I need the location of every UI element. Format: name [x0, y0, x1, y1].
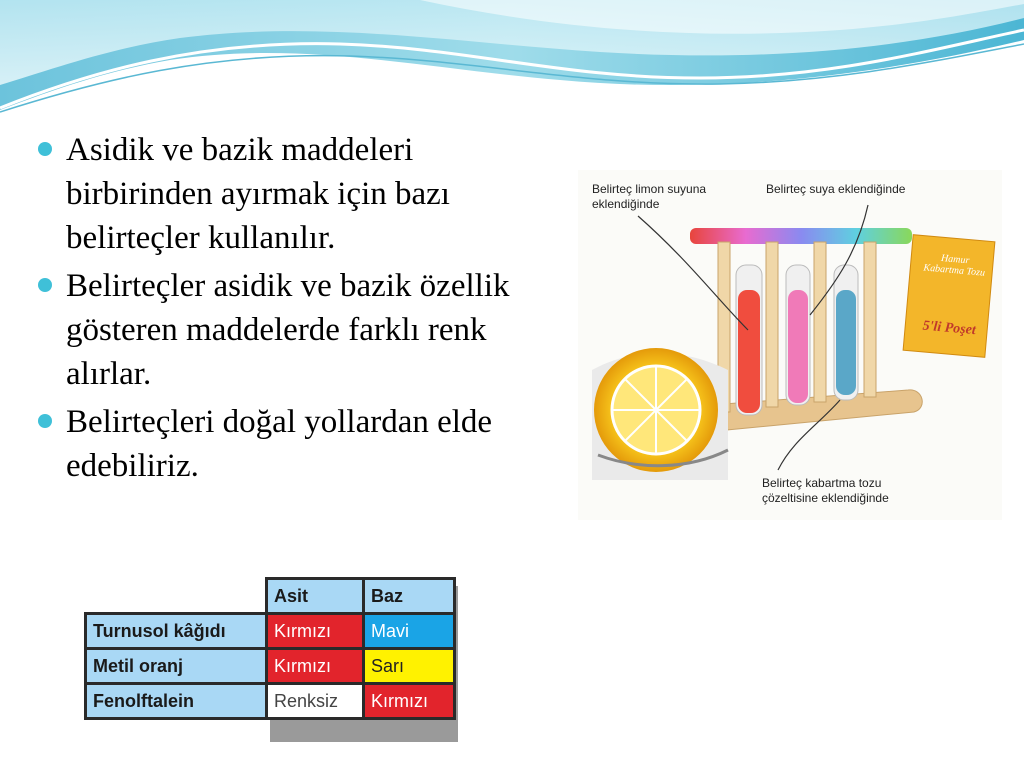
table-row — [86, 684, 455, 719]
test-tube-illustration — [578, 170, 1002, 520]
bullet-icon — [38, 278, 52, 292]
baking-powder-packet: Hamur Kabartma Tozu 5'li Poşet — [921, 252, 986, 339]
table-row — [86, 614, 455, 649]
acid-color-cell: Kırmızı — [267, 614, 364, 649]
header-wave-decoration — [0, 0, 1024, 130]
indicator-table-wrapper — [84, 577, 464, 742]
acid-color-cell: Kırmızı — [267, 649, 364, 684]
row-label: Metil oranj — [86, 649, 267, 684]
header-acid: Asit — [267, 579, 364, 614]
row-label: Fenolftalein — [86, 684, 267, 719]
table-corner-cell — [86, 579, 267, 614]
base-color-cell: Mavi — [364, 614, 455, 649]
row-label: Turnusol kâğıdı — [86, 614, 267, 649]
table-row — [86, 649, 455, 684]
indicator-color-table — [84, 577, 456, 720]
label-baking-powder: Belirteç kabartma tozu çözeltisine eklendiğinde — [762, 476, 889, 505]
header-base: Baz — [364, 579, 455, 614]
bullet-icon — [38, 414, 52, 428]
bullet-list — [36, 128, 536, 492]
label-lemon-juice: Belirteç limon suyuna eklendiğinde — [592, 182, 707, 211]
base-color-cell: Sarı — [364, 649, 455, 684]
bullet-icon — [38, 142, 52, 156]
acid-color-cell: Renksiz — [267, 684, 364, 719]
table-header-row — [86, 579, 455, 614]
bullet-item: Asidik ve bazik maddeleri birbirinden ayırmak için bazı belirteçler kullanılır. — [36, 128, 536, 260]
bullet-item: Belirteçleri doğal yollardan elde edebiliriz. — [36, 400, 536, 488]
bullet-item: Belirteçler asidik ve bazik özellik gösteren maddelerde farklı renk alırlar. — [36, 264, 536, 396]
label-water: Belirteç suya eklendiğinde — [766, 182, 906, 196]
indicator-test-tube-figure — [578, 170, 1002, 520]
base-color-cell: Kırmızı — [364, 684, 455, 719]
